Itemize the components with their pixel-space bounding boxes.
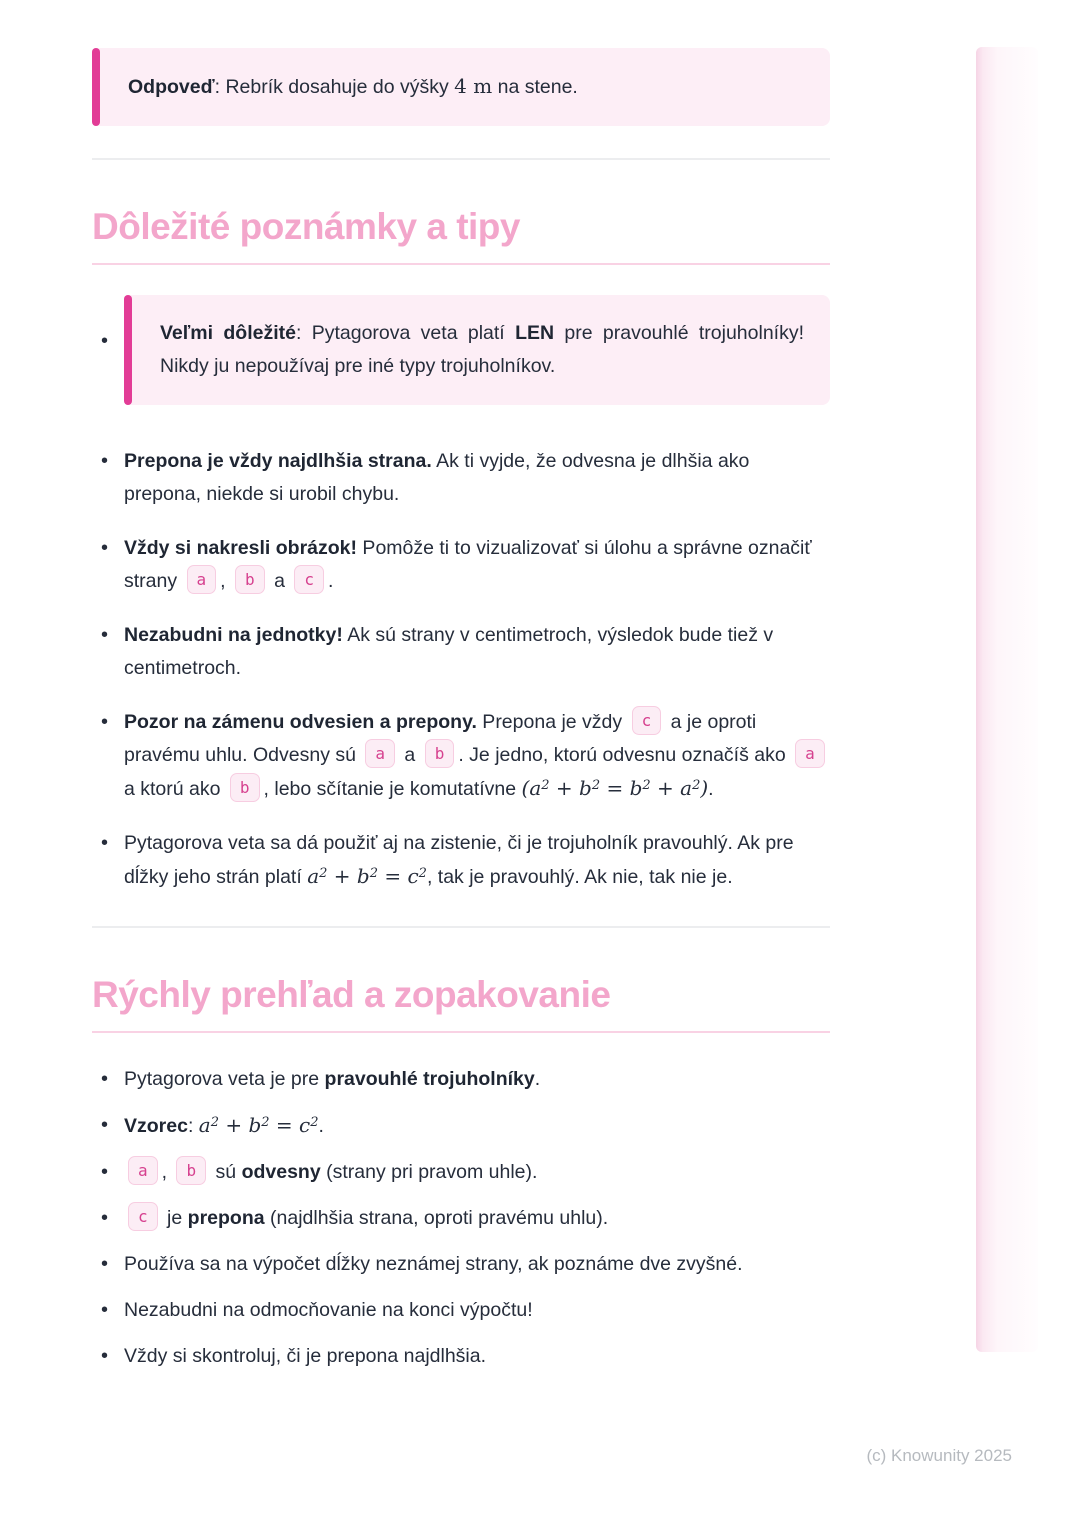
text-segment: Nezabudni na jednotky!	[124, 624, 343, 646]
text-segment: .	[318, 1115, 324, 1137]
text-segment: Ak ti vyjde, že odvesna je dlhšia ako prepona, niekde si urobil chybu.	[124, 450, 750, 505]
page-accent-bar	[976, 47, 1038, 1352]
text-segment: pravouhlé trojuholníky	[324, 1068, 535, 1090]
important-text	[160, 322, 804, 377]
inline-code-badge: a	[365, 739, 395, 768]
text-segment: ,	[161, 1161, 173, 1183]
inline-code-badge: b	[176, 1156, 206, 1185]
list-item	[92, 706, 830, 806]
text-segment: Pytagorova veta sa dá použiť aj na zistenie, či je trojuholník pravouhlý. Ak pre dĺžky jeho strán platí	[124, 832, 794, 888]
list-item	[92, 1294, 830, 1327]
text-segment: a ktorú ako	[124, 778, 226, 800]
list-item	[92, 827, 830, 894]
answer-callout	[92, 48, 830, 126]
inline-code-badge: b	[235, 565, 265, 594]
text-segment: 4 m	[454, 74, 493, 98]
section-title-notes: Dôležité poznámky a tipy	[92, 206, 830, 265]
text-segment: .	[708, 778, 714, 800]
text-segment: Vždy si nakresli obrázok!	[124, 537, 358, 559]
text-segment: Pomôže ti to vizualizovať si úlohu a správne označiť strany	[124, 537, 812, 592]
text-segment: prepona	[187, 1207, 265, 1229]
text-segment: .	[534, 1068, 541, 1090]
text-segment: a	[268, 570, 291, 592]
list-item	[92, 295, 830, 405]
text-segment: Prepona je vždy najdlhšia strana.	[124, 450, 432, 472]
summary-list	[92, 1063, 830, 1373]
inline-code-badge: a	[795, 739, 825, 768]
text-segment: Prepona je vždy	[476, 711, 628, 733]
text-segment: .	[327, 570, 334, 592]
text-segment: ,	[220, 570, 232, 592]
section-divider	[92, 926, 830, 928]
footer-credit: (c) Knowunity 2025	[866, 1446, 1012, 1465]
text-segment: Ak sú strany v centimetroch, výsledok bude tiež v centimetroch.	[124, 624, 774, 679]
text-segment: sú	[210, 1161, 242, 1183]
notes-list	[92, 295, 830, 894]
text-segment: . Je jedno, ktorú odvesnu označíš ako	[458, 744, 792, 766]
text-segment: a je oproti pravému uhlu. Odvesny sú	[124, 711, 757, 766]
inline-code-badge: a	[187, 565, 217, 594]
inline-code-badge: c	[632, 706, 662, 735]
text-segment: $a^2 + b^2 = c^2$	[198, 1113, 319, 1137]
text-segment: a	[399, 744, 421, 766]
section-title-summary: Rýchly prehľad a zopakovanie	[92, 974, 830, 1033]
text-segment: je	[161, 1207, 188, 1229]
list-item	[92, 619, 830, 685]
text-segment: Odpoveď	[128, 76, 215, 98]
text-segment: LEN	[515, 322, 555, 344]
section-divider	[92, 158, 830, 160]
inline-code-badge: a	[128, 1156, 158, 1185]
list-item	[92, 1109, 830, 1143]
text-segment: : Pytagorova veta platí	[295, 322, 516, 344]
text-segment: pre pravouhlé trojuholníky! Nikdy ju nepoužívaj pre iné typy trojuholníkov.	[160, 322, 805, 377]
inline-code-badge: b	[230, 773, 260, 802]
list-item	[92, 1063, 830, 1096]
list-item	[92, 532, 830, 598]
text-segment: $(a^2 + b^2 = b^2 + a^2)$	[521, 776, 709, 800]
text-segment: Vždy si skontroluj, či je prepona najdlhšia.	[124, 1345, 487, 1367]
text-segment: $a^2 + b^2 = c^2$	[307, 864, 427, 888]
text-segment: : Rebrík dosahuje do výšky	[214, 76, 455, 98]
list-item	[92, 445, 830, 511]
text-segment: Vzorec	[124, 1115, 188, 1137]
text-segment: (strany pri pravom uhle).	[320, 1161, 538, 1183]
list-item	[92, 1202, 830, 1235]
text-segment: (najdlhšia strana, oproti pravému uhlu).	[264, 1207, 609, 1229]
inline-code-badge: c	[294, 565, 324, 594]
text-segment: Nezabudni na odmocňovanie na konci výpočtu!	[124, 1299, 533, 1321]
text-segment: , lebo sčítanie je komutatívne	[263, 778, 522, 800]
list-item	[92, 1340, 830, 1373]
list-item	[92, 1156, 830, 1189]
text-segment: Pozor na zámenu odvesien a prepony.	[124, 711, 477, 733]
inline-code-badge: c	[128, 1202, 158, 1231]
text-segment: Používa sa na výpočet dĺžky neznámej strany, ak poznáme dve zvyšné.	[124, 1253, 743, 1275]
list-item	[92, 1248, 830, 1281]
important-callout	[124, 295, 830, 405]
text-segment: , tak je pravouhlý. Ak nie, tak nie je.	[426, 866, 733, 888]
text-segment: Pytagorova veta je pre	[124, 1068, 325, 1090]
text-segment: Veľmi dôležité	[160, 322, 296, 344]
text-segment: :	[187, 1115, 199, 1137]
inline-code-badge: b	[425, 739, 455, 768]
answer-text	[128, 76, 578, 98]
page-content	[92, 48, 830, 1386]
text-segment: odvesny	[241, 1161, 321, 1183]
text-segment: na stene.	[492, 76, 578, 98]
